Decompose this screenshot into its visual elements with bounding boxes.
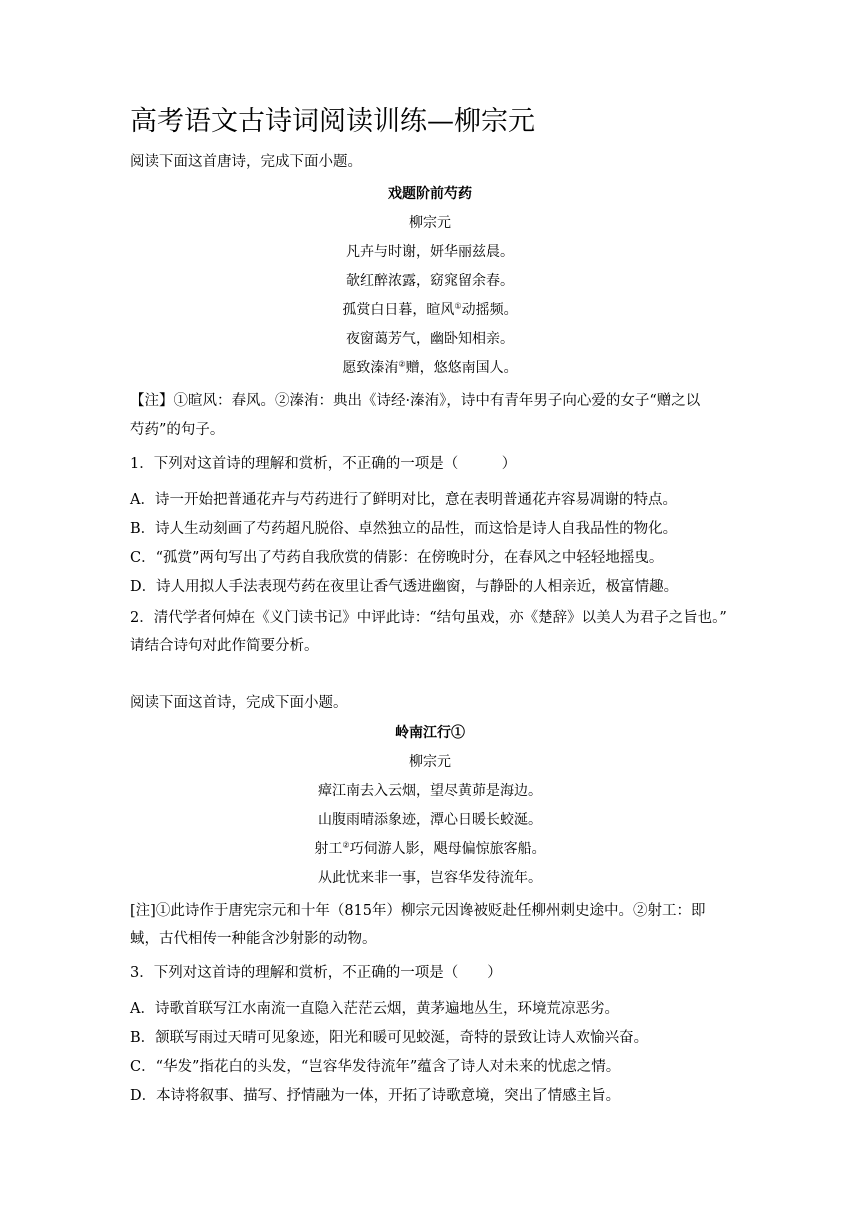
footnote-mark-2: ② <box>398 359 406 369</box>
footnote-mark-shegong: ② <box>342 840 350 850</box>
footnote-mark-1: ① <box>454 301 462 311</box>
section1-intro: 阅读下面这首唐诗，完成下面小题。 <box>130 154 362 170</box>
poem1-author: 柳宗元 <box>409 215 451 231</box>
section2-intro: 阅读下面这首诗，完成下面小题。 <box>130 695 348 711</box>
note2-line-2: 蜮，古代相传一种能含沙射影的动物。 <box>130 931 377 947</box>
poem1-line-5: 愿致溱洧②赠，悠悠南国人。 <box>342 359 518 376</box>
question-3-option-d: D．本诗将叙事、描写、抒情融为一体，开拓了诗歌意境，突出了情感主旨。 <box>130 1088 621 1104</box>
question-3-option-b: B．颔联写雨过天晴可见象迹，阳光和暖可见蛟涎，奇特的景致让诗人欢愉兴奋。 <box>130 1030 649 1046</box>
poem1-title: 戏题阶前芍药 <box>388 186 472 202</box>
question-1-option-c: C．“孤赏”两句写出了芍药自我欣赏的倩影：在傍晚时分，在春风之中轻轻地摇曳。 <box>130 550 664 566</box>
question-3-option-a: A．诗歌首联写江水南流一直隐入茫茫云烟，黄茅遍地丛生，环境荒凉恶劣。 <box>130 1001 619 1017</box>
poem2-line-2: 山腹雨晴添象迹，潭心日暖长蛟涎。 <box>318 812 542 828</box>
poem1-line-1: 凡卉与时谢，妍华丽兹晨。 <box>346 244 514 260</box>
note1-line-2: 芍药”的句子。 <box>130 422 225 438</box>
question-3-stem: 3．下列对这首诗的理解和赏析，不正确的一项是（ ） <box>130 965 502 981</box>
poem1-line-4: 夜窗蔼芳气，幽卧知相亲。 <box>346 331 514 347</box>
question-1-option-d: D．诗人用拟人手法表现芍药在夜里让香气透进幽窗，与静卧的人相亲近，极富情趣。 <box>130 579 679 595</box>
question-1-option-b: B．诗人生动刻画了芍药超凡脱俗、卓然独立的品性，而这恰是诗人自我品性的物化。 <box>130 521 678 537</box>
question-1-stem: 1．下列对这首诗的理解和赏析，不正确的一项是（ ） <box>130 456 517 472</box>
question-1-option-a: A．诗一开始把普通花卉与芍药进行了鲜明对比，意在表明普通花卉容易凋谢的特点。 <box>130 492 677 508</box>
page-title: 高考语文古诗词阅读训练—柳宗元 <box>130 106 535 137</box>
question-3-option-c: C．“华发”指花白的头发，“岂容华发待流年”蕴含了诗人对未来的忧虑之情。 <box>130 1059 621 1075</box>
note2-line-1: [注]①此诗作于唐宪宗元和十年（815年）柳宗元因谗被贬赴任柳州刺史途中。②射工：即 <box>130 903 706 919</box>
poem1-line-3: 孤赏白日暮，暄风①动摇频。 <box>342 301 518 318</box>
question-2-line-2: 请结合诗句对此作简要分析。 <box>130 638 319 654</box>
poem2-line-4: 从此忧来非一事，岂容华发待流年。 <box>318 870 542 886</box>
question-2-line-1: 2．清代学者何焯在《义门读书记》中评此诗：“结句虽戏，亦《楚辞》以美人为君子之旨也。” <box>130 610 727 626</box>
note1-line-1: 【注】①暄风：春风。②溱洧：典出《诗经·溱洧》，诗中有青年男子向心爱的女子“赠之以 <box>130 393 701 409</box>
poem2-author: 柳宗元 <box>409 754 451 770</box>
poem2-line-3: 射工②巧伺游人影，飓母偏惊旅客船。 <box>314 840 546 857</box>
poem2-title: 岭南江行① <box>395 725 465 741</box>
poem2-line-1: 瘴江南去入云烟，望尽黄茆是海边。 <box>318 783 542 799</box>
poem1-line-2: 欹红醉浓露，窈窕留余春。 <box>346 273 514 289</box>
